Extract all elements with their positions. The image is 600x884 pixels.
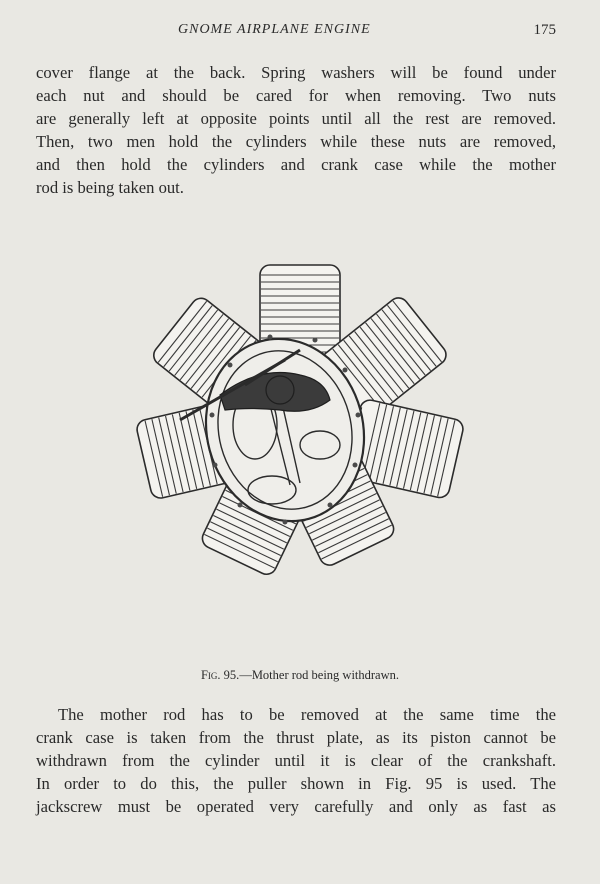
text-line: jackscrew must be operated very carefully and only as fast as (36, 797, 556, 816)
page-number: 175 (533, 22, 556, 38)
text-line: are generally left at opposite points until all the rest are removed. (36, 109, 556, 128)
text-line: rod is being taken out. (36, 178, 184, 197)
figure-caption (0, 668, 600, 683)
paragraph-bottom (36, 703, 556, 818)
text-line: each nut and should be cared for when removing. Two nuts (36, 86, 556, 105)
text-line: cover flange at the back. Spring washers will be found under (36, 63, 556, 82)
engine-illustration (100, 190, 500, 670)
paragraph-top (36, 61, 556, 199)
text-line: withdrawn from the cylinder until it is clear of the crankshaft. (36, 751, 556, 770)
running-title: GNOME AIRPLANE ENGINE (178, 22, 371, 37)
text-line: Then, two men hold the cylinders while these nuts are removed, (36, 132, 556, 151)
figure-caption-text: —Mother rod being withdrawn. (239, 668, 400, 682)
text-line: The mother rod has to be removed at the same time the (58, 705, 556, 724)
running-head (36, 22, 556, 44)
text-line: In order to do this, the puller shown in Fig. 95 is used. The (36, 774, 556, 793)
text-line: and then hold the cylinders and crank case while the mother (36, 155, 556, 174)
figure-label: Fig. 95. (200, 668, 240, 682)
text-line: crank case is taken from the thrust plate, as its piston cannot be (36, 728, 556, 747)
